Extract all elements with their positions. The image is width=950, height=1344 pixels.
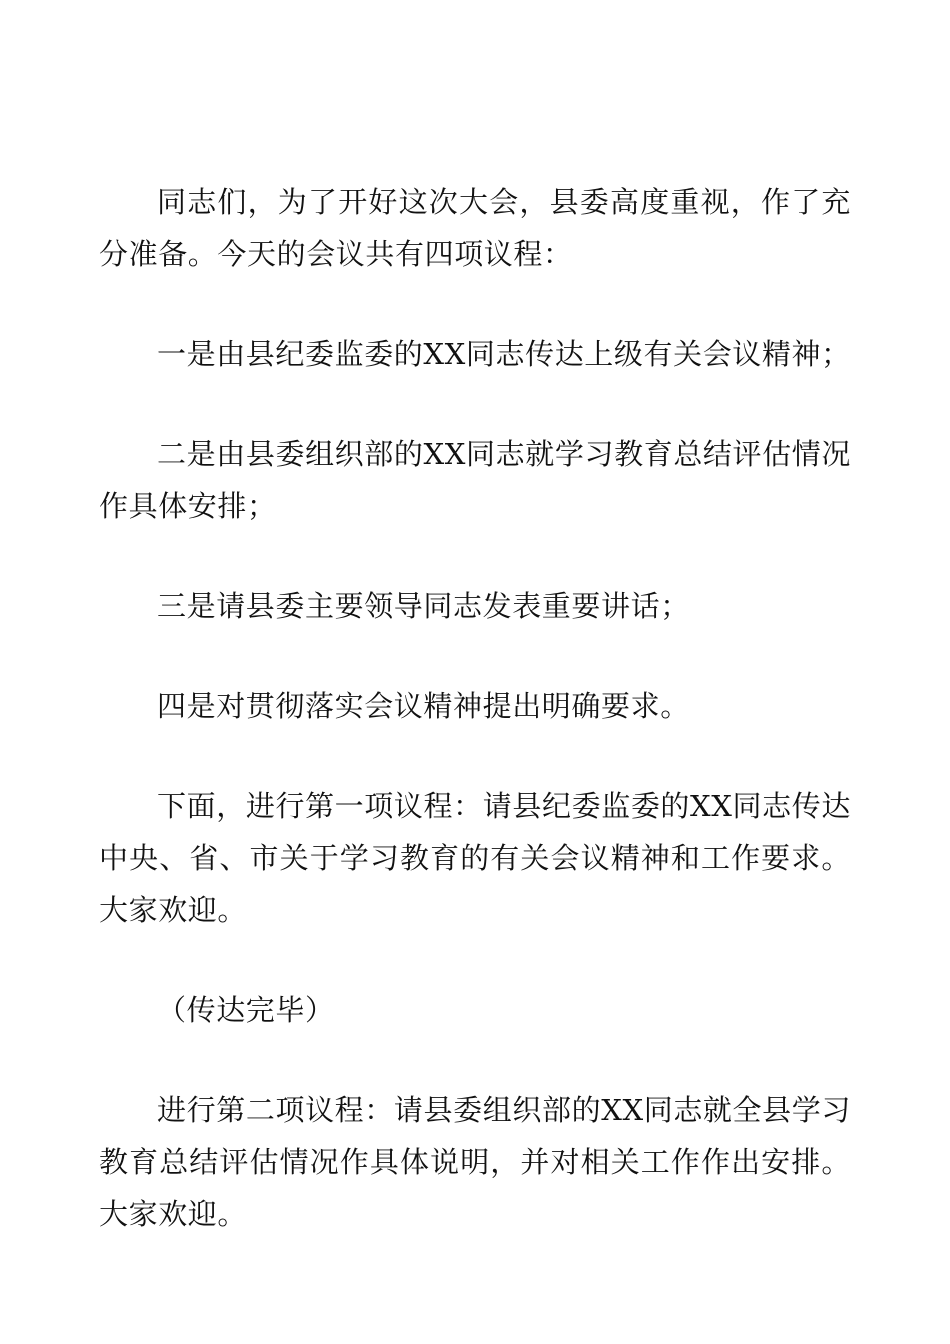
paragraph-opening: 同志们，为了开好这次大会，县委高度重视，作了充分准备。今天的会议共有四项议程： — [99, 185, 851, 271]
paragraph-relay-complete: （传达完毕） — [157, 993, 335, 1027]
paragraph-agenda-item-1: 一是由县纪委监委的XX同志传达上级有关会议精神； — [157, 337, 851, 371]
document-body — [99, 176, 851, 1288]
paragraph-agenda-item-4: 四是对贯彻落实会议精神提出明确要求。 — [157, 689, 690, 723]
paragraph-agenda-item-3: 三是请县委主要领导同志发表重要讲话； — [157, 589, 690, 623]
paragraph-second-agenda: 进行第二项议程：请县委组织部的XX同志就全县学习教育总结评估情况作具体说明，并对相关工作作出安排。大家欢迎。 — [99, 1093, 851, 1231]
paragraph-agenda-item-2: 二是由县委组织部的XX同志就学习教育总结评估情况作具体安排； — [99, 437, 851, 523]
paragraph-first-agenda: 下面，进行第一项议程：请县纪委监委的XX同志传达中央、省、市关于学习教育的有关会议精神和工作要求。大家欢迎。 — [99, 789, 851, 927]
